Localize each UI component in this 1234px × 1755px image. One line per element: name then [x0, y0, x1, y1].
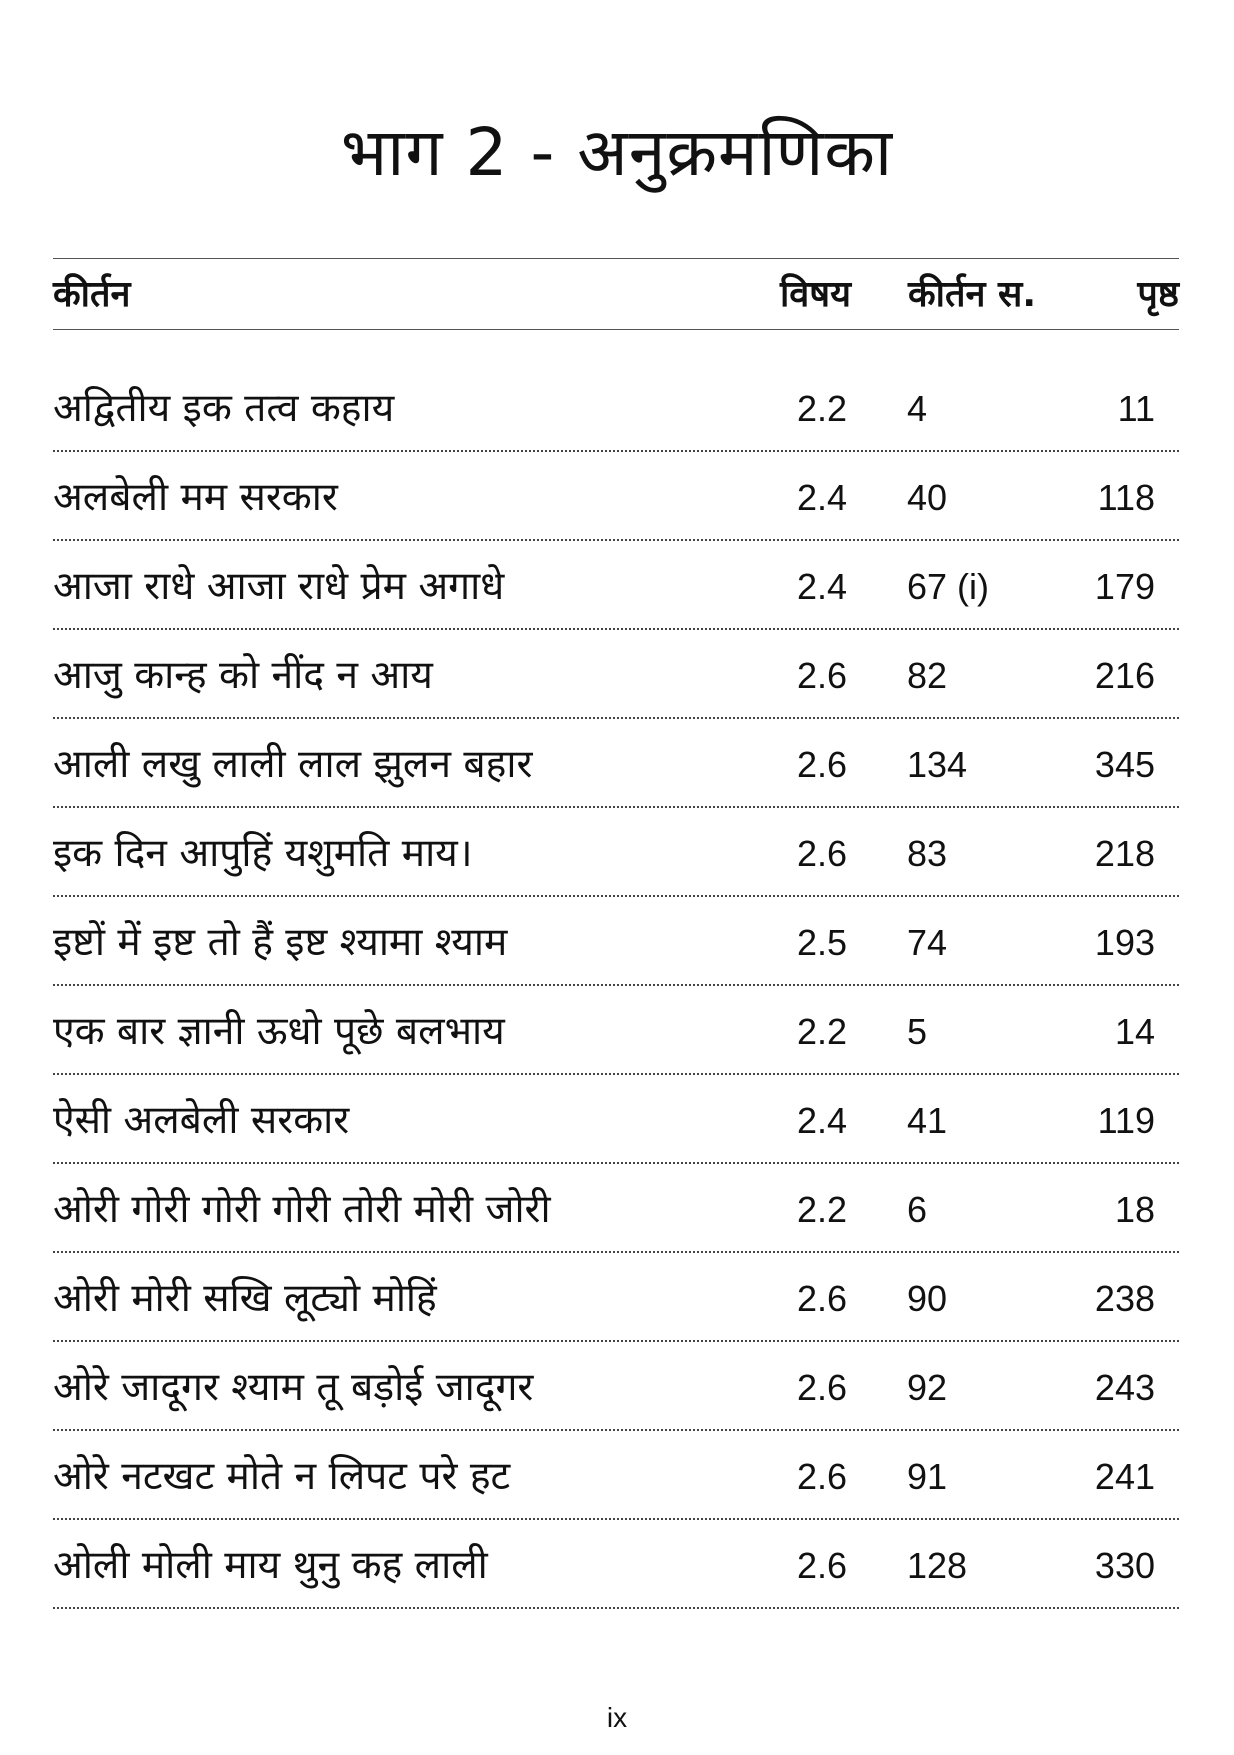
row-subject: 2.4	[796, 566, 847, 607]
row-page: 243	[1094, 1367, 1155, 1408]
row-kirtan-number: 92	[907, 1367, 948, 1408]
header-bottom-rule	[53, 329, 1179, 330]
header-subject: विषय	[779, 274, 851, 315]
row-kirtan-number: 67 (i)	[907, 566, 990, 607]
row-page: 14	[1114, 1011, 1155, 1052]
table-row	[53, 1164, 1179, 1253]
page-number: ix	[606, 1702, 628, 1733]
row-title: आली लखु लाली लाल झुलन बहार	[53, 742, 533, 787]
row-subject: 2.6	[796, 1456, 847, 1497]
table-row	[53, 1253, 1179, 1342]
row-title: ऐसी अलबेली सरकार	[53, 1098, 350, 1143]
row-subject: 2.6	[796, 744, 847, 785]
row-page: 179	[1094, 566, 1155, 607]
table-body	[53, 363, 1179, 1609]
row-subject: 2.6	[796, 1545, 847, 1586]
row-page: 216	[1094, 655, 1155, 696]
row-title: ओली मोली माय थुनु कह लाली	[53, 1543, 488, 1588]
row-kirtan-number: 74	[907, 922, 948, 963]
page-title: भाग 2 - अनुक्रमणिका	[340, 114, 894, 191]
row-page: 345	[1094, 744, 1155, 785]
row-kirtan-number: 6	[907, 1189, 928, 1230]
row-page: 193	[1094, 922, 1155, 963]
row-title: आजु कान्ह को नींद न आय	[53, 653, 433, 698]
table-row	[53, 452, 1179, 541]
header-page: पृष्ठ	[1137, 274, 1179, 315]
row-page: 330	[1094, 1545, 1155, 1586]
row-subject: 2.2	[796, 1011, 847, 1052]
header-kirtan-number: कीर्तन स.	[908, 274, 1037, 315]
row-title: अलबेली मम सरकार	[53, 475, 338, 520]
table-row	[53, 1520, 1179, 1609]
table-row	[53, 986, 1179, 1075]
row-kirtan-number: 91	[907, 1456, 948, 1497]
row-page: 218	[1094, 833, 1155, 874]
row-page: 238	[1094, 1278, 1155, 1319]
row-page: 11	[1117, 388, 1155, 429]
row-kirtan-number: 5	[907, 1011, 928, 1052]
row-subject: 2.4	[796, 1100, 847, 1141]
row-subject: 2.6	[796, 833, 847, 874]
row-page: 118	[1097, 477, 1155, 518]
table-row	[53, 630, 1179, 719]
row-kirtan-number: 83	[907, 833, 948, 874]
table-row	[53, 1342, 1179, 1431]
table-row	[53, 808, 1179, 897]
row-subject: 2.4	[796, 477, 847, 518]
row-title: ओरे नटखट मोते न लिपट परे हट	[53, 1454, 511, 1499]
index-table	[53, 258, 1179, 1609]
row-kirtan-number: 4	[907, 388, 928, 429]
row-subject: 2.6	[796, 1278, 847, 1319]
row-title: आजा राधे आजा राधे प्रेम अगाधे	[53, 564, 505, 609]
row-title: अद्वितीय इक तत्व कहाय	[53, 386, 395, 431]
row-kirtan-number: 90	[907, 1278, 948, 1319]
row-kirtan-number: 40	[907, 477, 948, 518]
row-subject: 2.6	[796, 1367, 847, 1408]
row-kirtan-number: 41	[907, 1100, 948, 1141]
row-title: इष्टों में इष्ट तो हैं इष्ट श्यामा श्याम	[53, 920, 508, 965]
row-kirtan-number: 82	[907, 655, 948, 696]
row-subject: 2.2	[796, 388, 847, 429]
row-page: 18	[1114, 1189, 1155, 1230]
table-row	[53, 363, 1179, 452]
row-title: एक बार ज्ञानी ऊधो पूछे बलभाय	[53, 1009, 505, 1054]
row-page: 119	[1097, 1100, 1155, 1141]
table-row	[53, 541, 1179, 630]
row-subject: 2.6	[796, 655, 847, 696]
table-row	[53, 719, 1179, 808]
row-title: ओरी गोरी गोरी गोरी तोरी मोरी जोरी	[53, 1187, 551, 1232]
table-row	[53, 1431, 1179, 1520]
row-title: ओरी मोरी सखि लूट्यो मोहिं	[53, 1276, 437, 1321]
table-row	[53, 1075, 1179, 1164]
row-subject: 2.5	[796, 922, 847, 963]
row-kirtan-number: 134	[907, 744, 968, 785]
row-title: इक दिन आपुहिं यशुमति माय।	[53, 831, 473, 876]
row-kirtan-number: 128	[907, 1545, 968, 1586]
header-kirtan: कीर्तन	[53, 274, 131, 315]
row-subject: 2.2	[796, 1189, 847, 1230]
row-title: ओरे जादूगर श्याम तू बड़ोई जादूगर	[53, 1365, 534, 1410]
table-row	[53, 897, 1179, 986]
table-header	[53, 259, 1179, 329]
row-page: 241	[1094, 1456, 1155, 1497]
